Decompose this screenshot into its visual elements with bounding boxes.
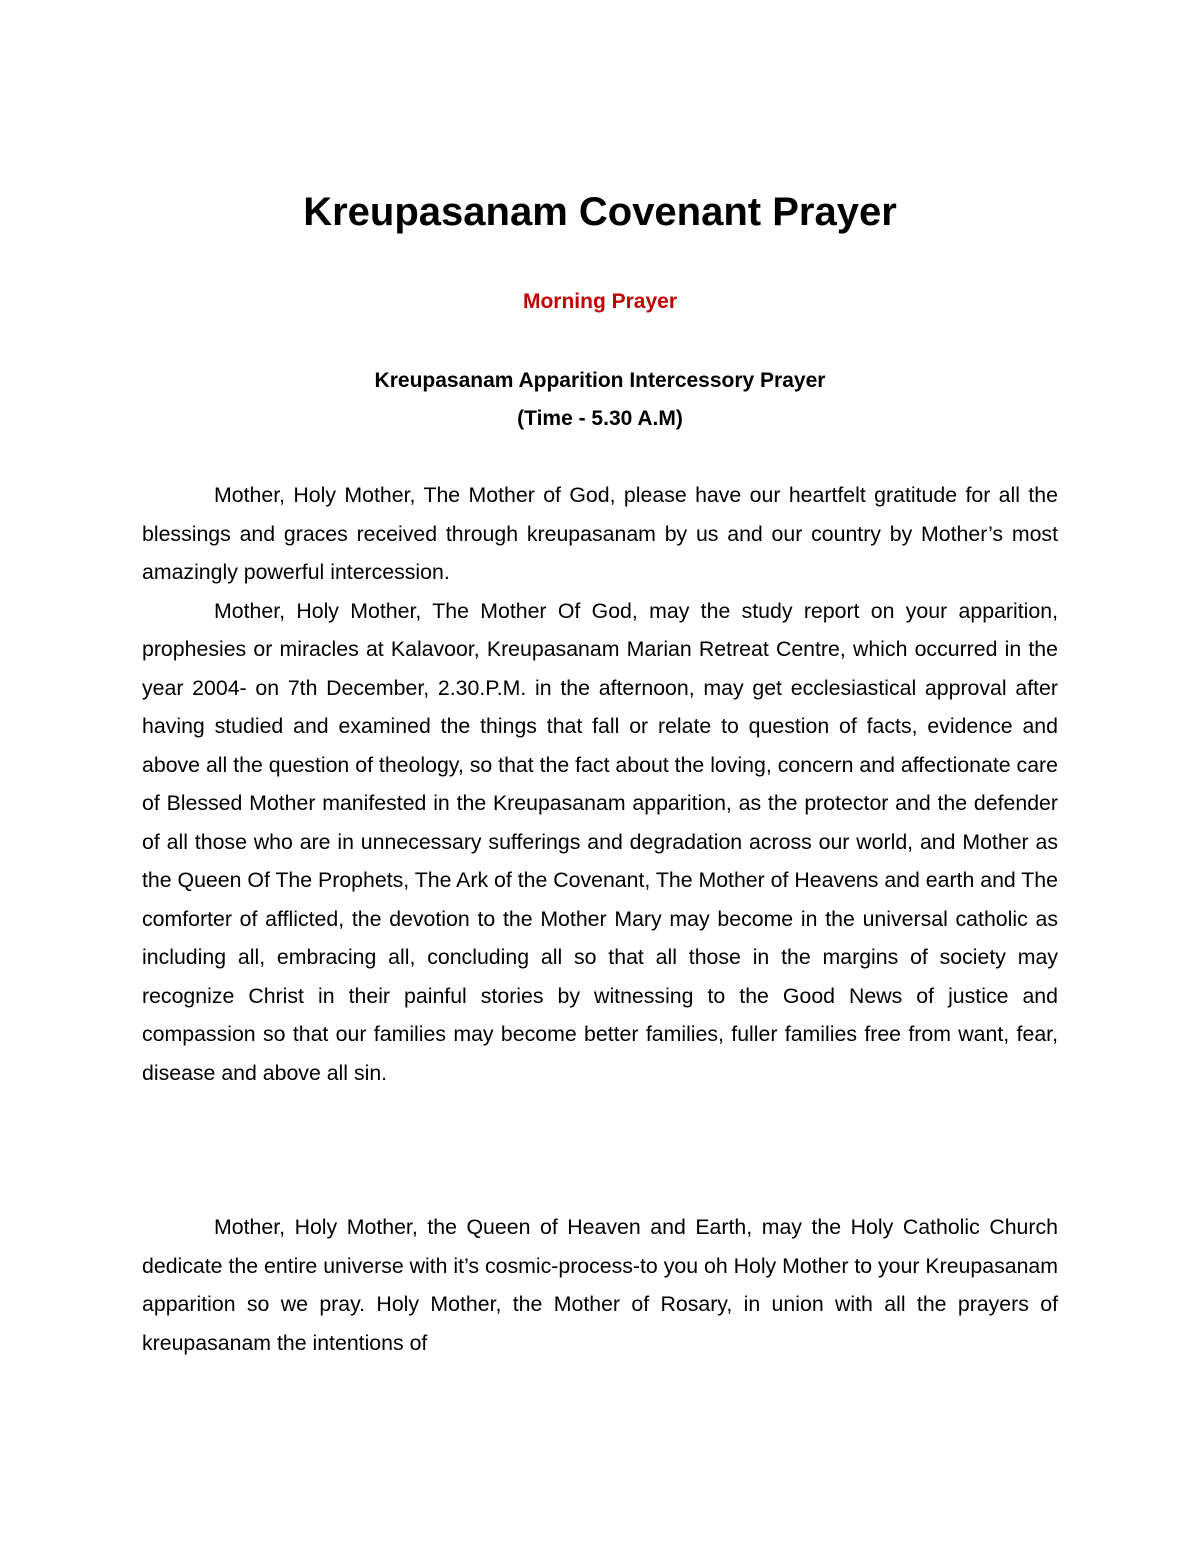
paragraph-gratitude: Mother, Holy Mother, The Mother of God, please have our heartfelt gratitude for all the blessings and graces received through kreupasanam by us and our country by Mother’s most amazingly powerful intercession. bbox=[142, 483, 1058, 584]
paragraph-apparition-study: Mother, Holy Mother, The Mother Of God, may the study report on your apparition, prophesies or miracles at Kalavoor, Kreupasanam Marian Retreat Centre, which occurred in the year 2004- on 7th December, 2.30.P.M. in the afternoon, may get ecclesiastical approval after having studied and examined the things that fall or relate to question of facts, evidence and above all the question of theology, so that the fact about the loving, concern and affectionate care of Blessed Mother manifested in the Kreupasanam apparition, as the protector and the defender of all those who are in unnecessary sufferings and degradation across our world, and Mother as the Queen Of The Prophets, The Ark of the Covenant, The Mother of Heavens and earth and The comforter of afflicted, the devotion to the Mother Mary may become in the universal catholic as including all, embracing all, concluding all so that all those in the margins of society may recognize Christ in their painful stories by witnessing to the Good News of justice and compassion so that our families may become better families, fuller families free from want, fear, disease and above all sin. bbox=[142, 598, 1058, 1085]
morning-prayer-subtitle: Morning Prayer bbox=[522, 290, 678, 313]
document-title: Kreupasanam Covenant Prayer bbox=[303, 190, 897, 234]
paragraph-queen-of-heaven: Mother, Holy Mother, the Queen of Heaven and Earth, may the Holy Catholic Church dedicate the entire universe with it’s cosmic-process-to you oh Holy Mother to your Kreupasanam apparition so we pray. Holy Mother, the Mother of Rosary, in union with all the prayers of kreupasanam the intentions of bbox=[142, 1215, 1058, 1355]
prayer-body-first bbox=[142, 476, 1058, 1092]
prayer-time: (Time - 5.30 A.M) bbox=[517, 407, 683, 430]
prayer-body-second bbox=[142, 1208, 1058, 1362]
prayer-heading: Kreupasanam Apparition Intercessory Prayer bbox=[374, 369, 826, 392]
